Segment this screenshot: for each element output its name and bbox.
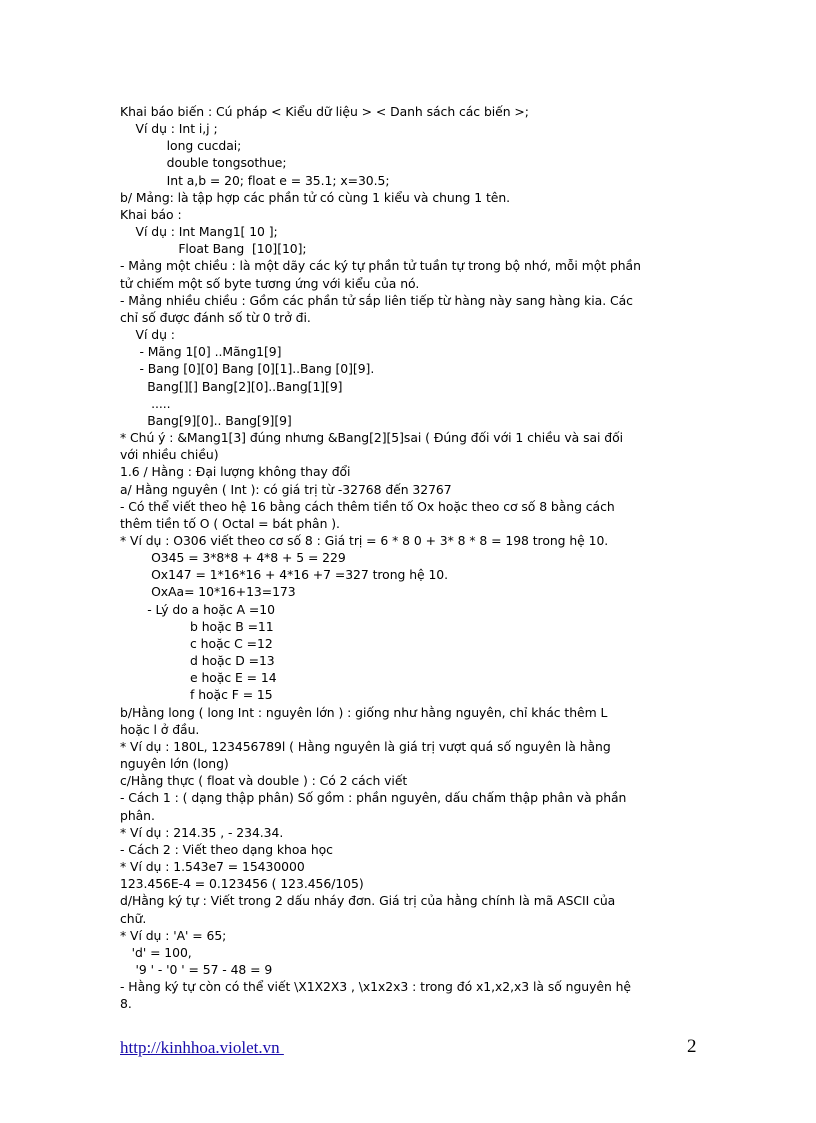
text-line: Float Bang [10][10]; [120, 241, 307, 257]
text-line: * Ví dụ : 180L, 123456789l ( Hằng nguyên là giá trị vượt quá số nguyên là hằng [120, 738, 611, 754]
text-line: * Ví dụ : 1.543e7 = 15430000 [120, 859, 305, 875]
text-line: c/Hằng thực ( float và double ) : Có 2 cách viết [120, 773, 408, 789]
text-line: OxAa= 10*16+13=173 [120, 584, 296, 600]
text-line: chữ. [120, 910, 147, 926]
text-line: 123.456E-4 = 0.123456 ( 123.456/105) [120, 876, 364, 892]
text-line: * Ví dụ : 214.35 , - 234.34. [120, 824, 284, 840]
text-line: - Mảng một chiều : là một dãy các ký tự phần tử tuần tự trong bộ nhớ, mỗi một phần [120, 258, 641, 274]
text-line: - Cách 1 : ( dạng thập phân) Số gồm : phần nguyên, dấu chấm thập phân và phần [120, 790, 627, 806]
text-line: - Có thể viết theo hệ 16 bằng cách thêm tiền tố Ox hoặc theo cơ số 8 bằng cách [120, 498, 615, 514]
text-line: Bang[9][0].. Bang[9][9] [120, 412, 292, 428]
text-line: tử chiếm một số byte tương ứng với kiểu của nó. [120, 275, 420, 291]
text-line: c hoặc C =12 [120, 635, 273, 651]
text-line: với nhiều chiều) [120, 447, 219, 463]
text-line: 8. [120, 996, 132, 1012]
text-line: hoặc l ở đầu. [120, 721, 200, 737]
text-line: b/Hằng long ( long Int : nguyên lớn ) : giống như hằng nguyên, chỉ khác thêm L [120, 704, 608, 720]
footer-link[interactable]: http://kinhhoa.violet.vn [120, 1038, 284, 1057]
text-line: - Mảng nhiều chiều : Gồm các phần tử sắp liên tiếp từ hàng này sang hàng kia. Các [120, 292, 633, 308]
page-number: 2 [687, 1036, 697, 1057]
text-line: b hoặc B =11 [120, 618, 274, 634]
text-line: thêm tiền tố O ( Octal = bát phân ). [120, 515, 340, 531]
text-line: Khai báo : [120, 206, 182, 222]
text-line: O345 = 3*8*8 + 4*8 + 5 = 229 [120, 550, 346, 566]
text-line: - Mãng 1[0] ..Mãng1[9] [120, 344, 282, 360]
text-line: long cucdai; [120, 138, 242, 154]
text-line: - Lý do a hoặc A =10 [120, 601, 275, 617]
text-line: double tongsothue; [120, 155, 287, 171]
text-line: phân. [120, 807, 155, 823]
text-line: Bang[][] Bang[2][0]..Bang[1][9] [120, 378, 343, 394]
text-line: * Ví dụ : 'A' = 65; [120, 927, 227, 943]
text-line: d hoặc D =13 [120, 653, 275, 669]
text-line: - Bang [0][0] Bang [0][1]..Bang [0][9]. [120, 361, 375, 377]
text-line: * Ví dụ : O306 viết theo cơ số 8 : Giá trị = 6 * 8 0 + 3* 8 * 8 = 198 trong hệ 10. [120, 533, 609, 548]
text-line: d/Hằng ký tự : Viết trong 2 dấu nháy đơn. Giá trị của hằng chính là mã ASCII của [120, 893, 616, 909]
text-line: * Chú ý : &Mang1[3] đúng nhưng &Bang[2][5]sai ( Đúng đối với 1 chiều và sai đối [120, 430, 624, 446]
text-line: e hoặc E = 14 [120, 670, 277, 686]
text-line: chỉ số được đánh số từ 0 trở đi. [120, 309, 311, 325]
text-line: - Hằng ký tự còn có thể viết \X1X2X3 , \x1x2x3 : trong đó x1,x2,x3 là số nguyên hệ [120, 979, 632, 995]
text-line: Khai báo biến : Cú pháp < Kiểu dữ liệu > < Danh sách các biến >; [120, 104, 529, 119]
text-line: a/ Hằng nguyên ( Int ): có giá trị từ -32768 đến 32767 [120, 481, 452, 497]
text-line: Ox147 = 1*16*16 + 4*16 +7 =327 trong hệ 10. [120, 567, 449, 583]
text-line: 'd' = 100, [120, 944, 192, 960]
text-line: 1.6 / Hằng : Đại lượng không thay đổi [120, 464, 351, 480]
text-line: nguyên lớn (long) [120, 756, 229, 772]
text-line: b/ Mảng: là tập hợp các phần tử có cùng 1 kiểu và chung 1 tên. [120, 189, 511, 205]
text-line: Ví dụ : Int i,j ; [120, 121, 218, 137]
text-line: f hoặc F = 15 [120, 687, 273, 703]
text-line: - Cách 2 : Viết theo dạng khoa học [120, 841, 333, 857]
text-line: ..... [120, 395, 171, 411]
text-line: Int a,b = 20; float e = 35.1; x=30.5; [120, 172, 390, 188]
text-line: '9 ' - '0 ' = 57 - 48 = 9 [120, 962, 273, 977]
text-line: Ví dụ : Int Mang1[ 10 ]; [120, 224, 278, 240]
text-line: Ví dụ : [120, 327, 175, 343]
